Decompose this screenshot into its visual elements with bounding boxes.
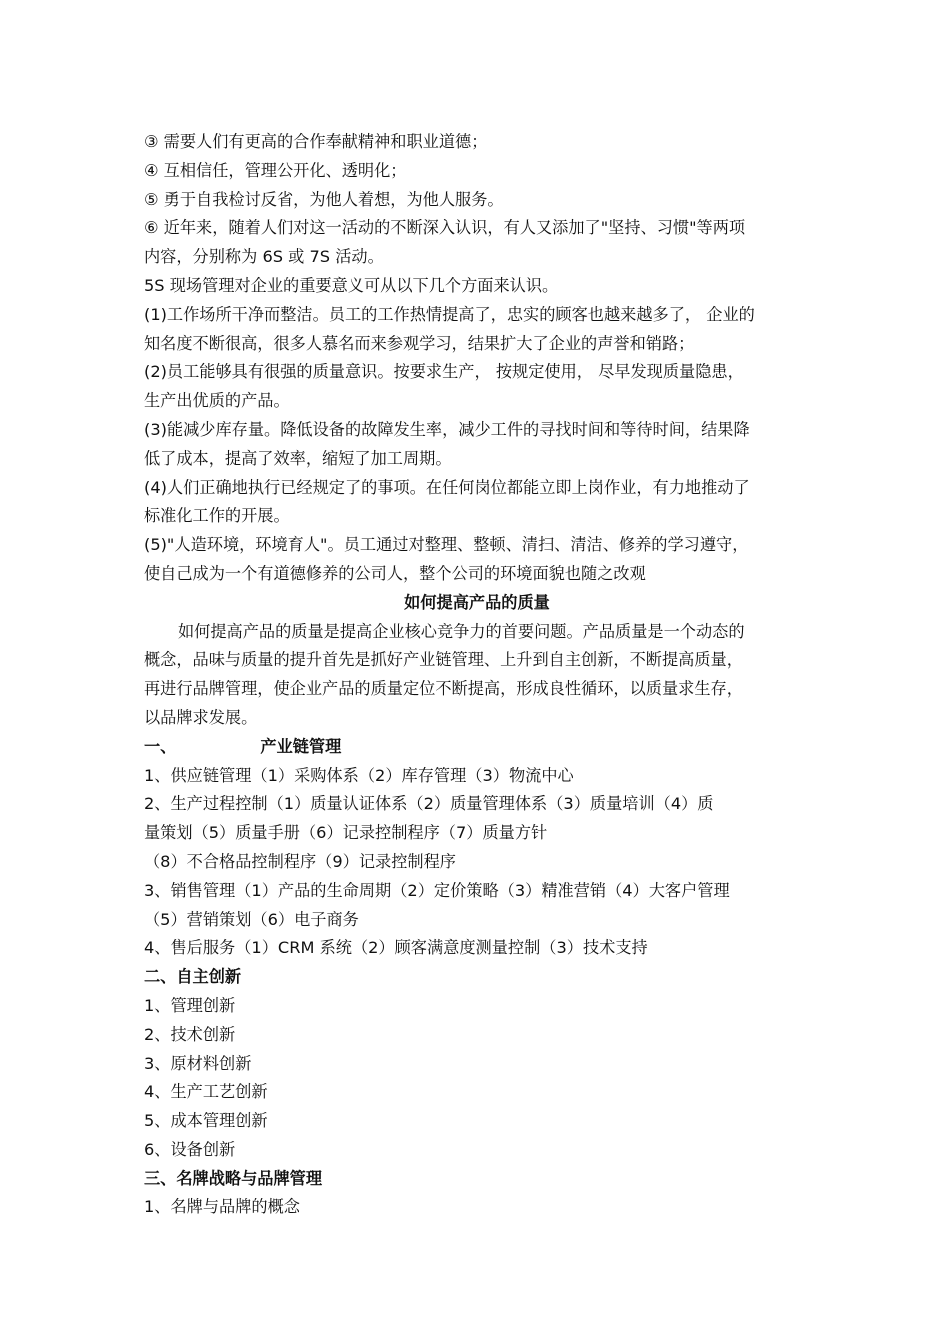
text-line: 生产出优质的产品。 xyxy=(144,391,290,411)
list-item: 1、名牌与品牌的概念 xyxy=(144,1197,300,1217)
text-line: ⑥ 近年来，随着人们对这一活动的不断深入认识，有人又添加了"坚持、习惯"等两项 xyxy=(144,218,746,238)
list-item: 4、生产工艺创新 xyxy=(144,1082,268,1102)
list-item: 量策划（5）质量手册（6）记录控制程序（7）质量方针 xyxy=(144,823,548,843)
list-item: 2、生产过程控制（1）质量认证体系（2）质量管理体系（3）质量培训（4）质 xyxy=(144,794,714,814)
heading-2: 二、自主创新 xyxy=(144,967,242,987)
list-item: 2、技术创新 xyxy=(144,1024,236,1044)
heading-1-number: 一、 xyxy=(144,736,177,756)
text-line: 5S 现场管理对企业的重要意义可从以下几个方面来认识。 xyxy=(144,275,559,295)
heading-3: 三、名牌战略与品牌管理 xyxy=(144,1168,323,1188)
list-item: （5）营销策划（6）电子商务 xyxy=(144,909,359,929)
list-item: 1、供应链管理（1）采购体系（2）库存管理（3）物流中心 xyxy=(144,765,574,785)
list-item: 6、设备创新 xyxy=(144,1139,236,1159)
text-line: ⑤ 勇于自我检讨反省，为他人着想，为他人服务。 xyxy=(144,189,504,209)
intro-line: 概念，品味与质量的提升首先是抓好产业链管理、上升到自主创新，不断提高质量， xyxy=(144,650,743,670)
text-line: (1)工作场所干净而整洁。员工的工作热情提高了，忠实的顾客也越来越多了， 企业的 xyxy=(144,304,755,324)
text-line: ③ 需要人们有更高的合作奉献精神和职业道德； xyxy=(144,132,488,151)
heading-1-title: 产业链管理 xyxy=(260,736,342,756)
heading-1 xyxy=(144,733,810,762)
list-item: 5、成本管理创新 xyxy=(144,1111,268,1131)
text-line: (4)人们正确地执行已经规定了的事项。在任何岗位都能立即上岗作业，有力地推动了 xyxy=(144,477,750,497)
section-title: 如何提高产品的质量 xyxy=(404,592,550,612)
intro-line: 以品牌求发展。 xyxy=(144,707,258,727)
text-line: (3)能减少库存量。降低设备的故障发生率，减少工件的寻找时间和等待时间，结果降 xyxy=(144,419,750,439)
intro-line: 再进行品牌管理，使企业产品的质量定位不断提高，形成良性循环，以质量求生存， xyxy=(144,679,743,699)
text-line: (2)员工能够具有很强的质量意识。按要求生产， 按规定使用， 尽早发现质量隐患， xyxy=(144,362,744,382)
list-item: 3、销售管理（1）产品的生命周期（2）定价策略（3）精准营销（4）大客户管理 xyxy=(144,880,730,900)
list-item: （8）不合格品控制程序（9）记录控制程序 xyxy=(144,851,456,871)
list-item: 1、管理创新 xyxy=(144,995,236,1015)
document-page xyxy=(144,128,810,1222)
text-line: 知名度不断很高，很多人慕名而来参观学习，结果扩大了企业的声誉和销路； xyxy=(144,333,695,353)
text-line: (5)"人造环境，环境育人"。员工通过对整理、整顿、清扫、清洁、修养的学习遵守， xyxy=(144,535,749,555)
text-line: ④ 互相信任，管理公开化、透明化； xyxy=(144,160,407,180)
text-line: 标准化工作的开展。 xyxy=(144,506,290,526)
text-line: 内容，分别称为 6S 或 7S 活动。 xyxy=(144,247,384,267)
text-line: 低了成本，提高了效率，缩短了加工周期。 xyxy=(144,448,452,468)
intro-line: 如何提高产品的质量是提高企业核心竞争力的首要问题。产品质量是一个动态的 xyxy=(178,621,745,641)
list-item: 3、原材料创新 xyxy=(144,1053,252,1073)
text-line: 使自己成为一个有道德修养的公司人，整个公司的环境面貌也随之改观 xyxy=(144,563,646,583)
list-item: 4、售后服务（1）CRM 系统（2）顾客满意度测量控制（3）技术支持 xyxy=(144,938,648,958)
